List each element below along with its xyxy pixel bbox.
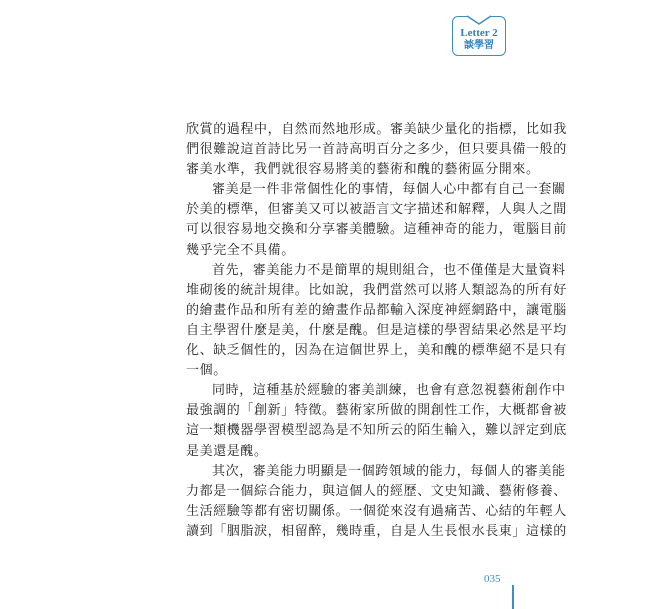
text-line: 於美的標準，但審美又可以被語言文字描述和解釋，人與人之間 <box>186 202 567 218</box>
chapter-label: Letter 2 <box>460 27 498 39</box>
paragraph <box>186 180 567 260</box>
paragraph <box>186 261 567 382</box>
text-line: 審美是一件非常個性化的事情，每個人心中都有自己一套關 <box>212 182 566 198</box>
text-line: 化、缺乏個性的，因為在這個世界上，美和醜的標準絕不是只有 <box>186 343 567 359</box>
text-line: 一個。 <box>186 363 227 379</box>
text-line: 可以很容易地交換和分享審美體驗。這種神奇的能力，電腦目前 <box>186 222 567 238</box>
text-line: 讀到「胭脂淚，相留醉，幾時重，自是人生長恨水長東」這樣的 <box>186 523 567 539</box>
text-line: 同時，這種基於經驗的審美訓練，也會有意忽視藝術創作中 <box>212 383 566 399</box>
text-line: 幾乎完全不具備。 <box>186 242 295 258</box>
envelope-icon <box>467 16 491 25</box>
body-text <box>186 120 567 542</box>
text-line: 自主學習什麼是美，什麼是醜。但是這樣的學習結果必然是平均 <box>186 322 567 338</box>
text-line: 其次，審美能力明顯是一個跨領域的能力，每個人的審美能 <box>212 463 566 479</box>
text-line: 首先，審美能力不是簡單的規則組合，也不僅僅是大量資料 <box>212 262 566 278</box>
text-line: 們很難說這首詩比另一首詩高明百分之多少，但只要具備一般的 <box>186 142 567 158</box>
paragraph <box>186 381 567 461</box>
text-line: 最強調的「創新」特徵。藝術家所做的開創性工作，大概都會被 <box>186 403 567 419</box>
paragraph <box>186 120 567 180</box>
text-line: 的繪畫作品和所有差的繪畫作品都輸入深度神經網路中，讓電腦 <box>186 302 567 318</box>
text-line: 是美還是醜。 <box>186 443 268 459</box>
chapter-badge <box>452 16 506 56</box>
chapter-subtitle: 談學習 <box>464 40 494 51</box>
text-line: 欣賞的過程中，自然而然地形成。審美缺少量化的指標，比如我 <box>186 122 567 137</box>
text-line: 審美水準，我們就很容易將美的藝術和醜的藝術區分開來。 <box>186 162 540 178</box>
page-number: 035 <box>484 573 501 585</box>
text-line: 力都是一個綜合能力，與這個人的經歷、文史知識、藝術修養、 <box>186 483 567 499</box>
text-line: 這一類機器學習模型認為是不知所云的陌生輸入，難以評定到底 <box>186 423 567 439</box>
text-line: 堆砌後的統計規律。比如說，我們當然可以將人類認為的所有好 <box>186 282 567 298</box>
text-line: 生活經驗等都有密切關係。一個從來沒有過痛苦、心結的年輕人 <box>186 503 567 519</box>
paragraph <box>186 462 567 542</box>
page-number-rule <box>512 585 514 609</box>
